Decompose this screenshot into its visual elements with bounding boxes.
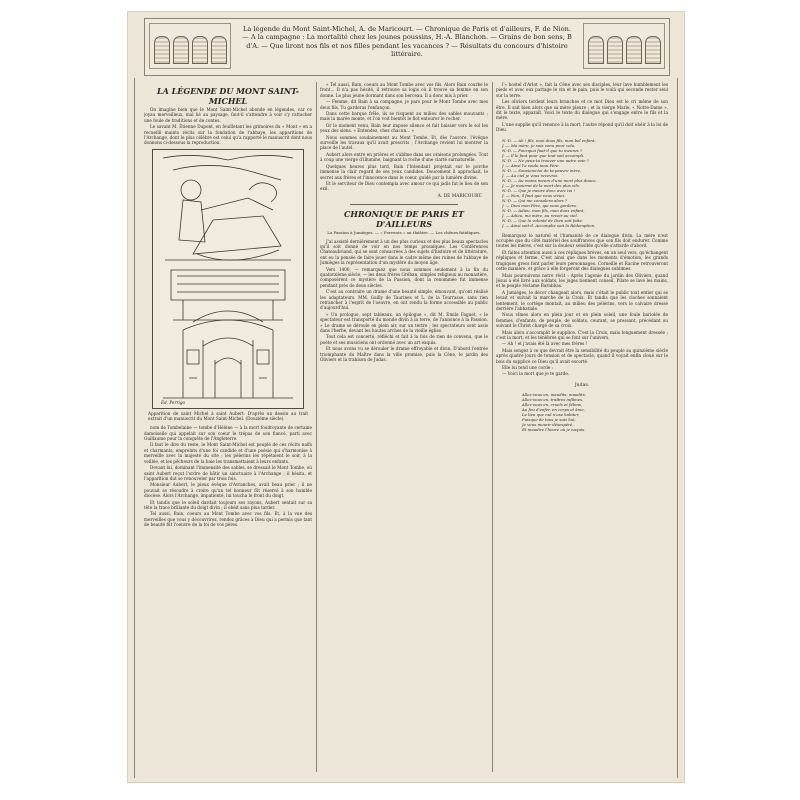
dialogue-line: J. — Je mourrai de la mort des plus vils. bbox=[502, 182, 580, 188]
paragraph: Et faites attention aussi à ces répliques brèves, en un seul vers, qu'échangent répliques et ferme. C'est ainsi que dans les moments d'émotion, les grands tragiques grecs font parler leurs personnages. Corneille et Racine retrouveront cette manière, et grâce à elle forgeront des dialogues sublimes. bbox=[496, 249, 668, 272]
dialogue-line: J. — Au ciel je vous recevrai. bbox=[502, 172, 559, 178]
column-divider bbox=[316, 82, 317, 772]
dialogue-line: J. — Non, il faut que vous viviez. bbox=[502, 192, 566, 198]
paragraph: Quelques heures plus tard, Bain l'Intendant projetait sur le porche immense la clair regard de ses yeux candides. Doucement il approchait, le secret aux frères et l'innocence dans le coeur, guidé par la lumière divine. bbox=[320, 163, 488, 180]
paragraph: Les oliviers tordent leurs branches et ce mot Dieu est le cri même de son être. Il sait bien alors que sa mère pleure ; et la vierge Marie, « Notre-Dame », dit le texte, apparaît. Voici le texte du dialogue qui s'engage entre le fils et la mère. bbox=[496, 99, 668, 121]
legend-title: LA LÉGENDE DU MONT SAINT-MICHEL bbox=[157, 86, 299, 106]
paragraph: Aubert alors entre en prières et s'abîme dans ses oraisons prolongées. Tout à coup une vierge d'illumine, baignant la roche d'une clarté surnaturelle. bbox=[320, 151, 488, 163]
dialogue-line: N.-D. — Souviens-toi de ta pauvre mère, bbox=[502, 167, 582, 173]
poem-line: Je veux mourir désespéré, bbox=[522, 422, 574, 428]
poem-block bbox=[522, 392, 668, 432]
poem-line: Au feu d'enfer, en corps et âme, bbox=[522, 407, 585, 413]
chronicle-subtitle: La Passion à Jumièges. — « Fervents » au théâtre. — Les chênes fatidiques. bbox=[327, 230, 481, 236]
section-divider bbox=[350, 204, 458, 205]
paragraph: A Jumièges, le décor changeait alors, mais c'était le public tout entier qui se levait et suivait la marche de la Croix. Et tandis que les cloches sonnaient lentement, le cortège montait, au milieu des pèlerins, vers le calvaire dressé derrière l'abbatiale. bbox=[496, 289, 668, 311]
paragraph: Or le moment venu, Bain leur impose silence et fait baisser vers le sol les yeux des siens. « Entendez, chez chacun... » bbox=[320, 122, 488, 134]
poem-line: Allez-vous-en, cruels et félons, bbox=[522, 402, 583, 408]
header-ornament-left bbox=[149, 23, 231, 69]
paragraph: J'ai assisté dernièrement à un des plus curieux et des plus beaux spectacles qu'il soit donné de voir en nos temps prosaïques. Les Conférences Chateaubriand, qui se sont consacrées à des sujets d'histoire et de littérature, ont eu la pensée de faire jouer dans le cadre même des ruines de l'abbaye de Jumièges la représentation d'un mystère du moyen âge. bbox=[320, 238, 488, 266]
dialogue-line: J. — Dieu mon Père, qui vous gardera. bbox=[502, 202, 578, 208]
dialogue-line: J. — Ainsi soit-il. Accomplie soit la Rédemption. bbox=[502, 222, 596, 228]
column-one bbox=[144, 82, 312, 772]
poem-line: Allez-vous-en, traîtres infâmes, bbox=[522, 397, 584, 403]
masthead-header bbox=[144, 18, 670, 76]
poem-line: Puisque de tous je suis haï, bbox=[522, 417, 576, 423]
paragraph: L'une supplie qu'il renonce à la mort, l'autre répond qu'il doit obéir à la loi de Dieu. bbox=[496, 121, 668, 133]
paragraph: Il faut le dire du reste, le Mont Saint-Michel est peuplé de ces récits naïfs et charmants, empreints d'une foi candide et d'une poésie qui s'harmonise à merveille avec la majesté du site ; les pèlerins les répétaient le soir, à la veillée, et les pêcheurs de la baie les transmettaient à leurs enfants. bbox=[144, 442, 312, 464]
paragraph: Le savant M. Étienne Dupont, en feuilletant les grimoires du « Mont » en a recueilli maints récits sur la fondation de l'abbaye, les apparitions de l'Archange, dont le plus célèbre est celui qu'a rapporté le manuscrit dont nous donnons ci-dessous la reproduction. bbox=[144, 124, 312, 146]
paragraph: nom de Tombelaine — tombe d'Hélène — à la mort foudroyante de certaine damoiselle qui appelait sur son coeur le trépas de son fiancé, parti avec Guillaume pour la conquête de l'Angleterre. bbox=[144, 425, 312, 442]
dialogue-line: N.-D. — Au moins meurs d'une mort plus douce, bbox=[502, 177, 597, 183]
frame-line-right bbox=[677, 78, 678, 778]
issue-summary: La légende du Mont Saint-Michel, A. de Maricourt. — Chronique de Paris et d'ailleurs, F. de Nion. — A la campagne : La mortalité chez les jeunes poussins, H.-A. Blanchon. — Grains de bon sens, B d'A. — Que liront nos fils et nos filles pendant les vacances ? — Résultats du concours d'histoire littéraire. bbox=[242, 25, 572, 58]
dialogue-line: J. — Ainsi l'a voulu mon Père. bbox=[502, 162, 560, 168]
paragraph: Nous sommes soudainement au Mont Tombe. Et, dès l'aurore, l'évêque surveille les travaux qu'il avait prescrits ; l'Archange revient lui montrer la place de l'autel. bbox=[320, 134, 488, 151]
paragraph: Vers 1400, — remarquez que nous sommes seulement à la fin du quatorzième siècle, — les deux frères Gréban, simples religieux au monastère, composèrent ce mystère de la Passion, dont la renommée fut immense pendant près de deux siècles. bbox=[320, 266, 488, 288]
paragraph: Elle lui tend une corde : bbox=[502, 365, 554, 370]
dialogue-line: N.-D. — Ah ! fils, mon doux fils, mon bel enfant, bbox=[502, 137, 596, 143]
dialogue-line: J. — Adieu, ma mère, au revoir au ciel. bbox=[502, 212, 578, 218]
paragraph: On imagine bien que le Mont Saint-Michel abonde en légendes, car ce joyau merveilleux, mal lié au paysage, faut-il s'attendre à voir s'y rattacher une foule de traditions et de contes. bbox=[144, 107, 312, 123]
dialogue-line: N.-D. — Ne peux-tu trouver une autre voie ? bbox=[502, 157, 589, 163]
paragraph: — Femme, dit Bain à sa compagne, je pars pour le Mont Tombe avec mes deux fils. Tu garderas l'enfançon. bbox=[320, 99, 488, 110]
illustration-caption: Apparition de saint Michel à saint Aubert. D'après un dessin au trait extrait d'un manuscrit du Mont Saint-Michel. (Douzième siècle). bbox=[148, 410, 308, 422]
paragraph: l'« hostel d'Arlot », fait la Cène avec ses disciples, leur lave humblement les pieds et avec eux partage le vin et le pain, puis le voilà qui seconde rester seul sur la terre. bbox=[496, 82, 668, 98]
paragraph: Et nous avons vu se dérouler le drame effroyable et divin. D'abord l'entrée triomphante du Maître dans la ville promise, puis la Cène, le jardin des Oliviers et la trahison de Judas. bbox=[320, 346, 488, 363]
column-divider bbox=[492, 82, 493, 772]
poem-line: Et maudire l'heure où je naquis. bbox=[522, 427, 586, 433]
paragraph: Et tandis que le soleil dardait toujours ses rayons, Aubert sentait sur sa tête la trace brûlante du doigt divin ; il obéit sans plus tarder. bbox=[144, 499, 312, 510]
illustration-credit: Ed. Perrigo bbox=[161, 400, 186, 406]
column-three bbox=[496, 82, 668, 772]
manuscript-illustration bbox=[152, 149, 304, 409]
illustration-drawing bbox=[153, 150, 303, 408]
paragraph: Monsieur Aubert, le pieux évêque d'Avranches, avait beau prier ; il ne pouvait se résoudre à croire qu'un tel honneur fût réservé à son humble diocèse. Alors l'Archange, impatienté, lui toucha le front du doigt. bbox=[144, 482, 312, 499]
chronicle-title: CHRONIQUE DE PARIS ET D'AILLEURS bbox=[344, 209, 464, 230]
dialogue-line: N.-D. — Pourquoi faut-il que tu meures ? bbox=[502, 147, 582, 153]
paragraph: « Tel aussi, Bain, coeurs au Mont Tombe avec vos fils. Alors Bain courbe le front... Il n'a pas hésité, il retrouve sa logis où il trouve sa femme en son donne. Le plus jeune dormant dans son berceau. Il a donc mis à prier. bbox=[320, 82, 488, 98]
column-two bbox=[320, 82, 488, 772]
poem-line: Le lieu que nul n'ose habiter, bbox=[522, 412, 580, 418]
poem-line: Allez-vous-en, maudits, maudits, bbox=[522, 392, 586, 398]
dialogue-line: J. — Ma mère, je suis venu pour cela, bbox=[502, 142, 576, 148]
newspaper-page bbox=[128, 12, 684, 782]
paragraph: Et le serviteur de Dieu contempla avec amour ce qui jadis fut le lieu de son exil. bbox=[320, 180, 488, 192]
paragraph: Tout cela est concerté, réfléchi et fait à la fois de rien de convenu, que le poète et ses musiciens ont ordonné avec un art exquis. bbox=[320, 334, 488, 345]
paragraph: Dans cette barque frêle, ils se risquent au milieu des sables mouvants ; mais la marée monte, et l'on voit bientôt le flot entourer le rocher. bbox=[320, 111, 488, 122]
dialogue-block bbox=[502, 138, 666, 228]
dialogue-line: J. — Il le faut pour que tout soit accompli. bbox=[502, 152, 585, 158]
paragraph: C'est au contraire un drame d'une beauté simple, émouvant, qu'ont réalisé les adaptateurs. MM. Gailly de Taurines et L. de la Tourrasse, sans rien retrancher à l'esprit de l'oeuvre, en ont rendu la forme accessible au public d'aujourd'hui. bbox=[320, 289, 488, 311]
header-ornament-right bbox=[583, 23, 665, 69]
dialogue-line: N.-D. — Qui me consolera alors ? bbox=[502, 197, 568, 203]
paragraph: Tel aussi, Bain, coeurs au Mont Tombe avec vos fils. Et, à la vue des merveilles que vous y découvrirez, rendez grâces à Dieu qui a permis que tant de beauté fût l'oeuvre de la foi de vos pères. bbox=[144, 511, 312, 528]
paragraph: Nous vîmes alors en plein jour et en plein soleil, une foule bariolée de femmes, d'enfants, de peuple, de soldats, courant, se pressant, précédant ou suivant le Christ chargé de sa croix. bbox=[496, 312, 668, 329]
paragraph: — Ah ! et j'avais été là avec mes frères ! bbox=[502, 341, 588, 347]
paragraph: — Voici la mort que je te garde. bbox=[502, 371, 570, 377]
poem-title: Judas. bbox=[574, 382, 590, 388]
frame-line-left bbox=[134, 78, 135, 778]
paragraph: Mais alors s'accomplit le supplice. C'est la Croix, mais longuement dressée ; c'est la mort, et les ténèbres qui se font sur l'univers. bbox=[496, 329, 668, 340]
paragraph: Mais poursuivons notre récit : Après l'agonie du jardin des Oliviers, quand Jésus a été livré aux soldats, les juges tiennent conseil, Pilate se lave les mains, et le peuple réclame Barabbas. bbox=[496, 272, 668, 289]
author-signature: A. DE MARICOURT. bbox=[437, 193, 482, 199]
dialogue-line: N.-D. — Que la volonté de Dieu soit faite. bbox=[502, 217, 583, 223]
dialogue-line: N.-D. — Que je meure donc avec toi ! bbox=[502, 187, 576, 193]
paragraph: Devant lui, dominant l'immensité des sables, se dressait le Mont Tombe, où saint Aubert reçut l'ordre de bâtir un sanctuaire à l'Archange ; il hésita, et l'apparition dut se renouveler par trois fois. bbox=[144, 465, 312, 481]
paragraph: Remarquez le naturel et l'humanité de ce dialogue divin. La mère n'est occupée que du côté matériel des souffrances que son fils doit endurer. Comme toutes les mères, c'est sur la douleur sensible qu'elle s'attarde d'abord. bbox=[496, 232, 668, 249]
paragraph: « Un prologue, sept tableaux, un épilogue », dit M. Émile Faguet, « le spectateur est transporté du monde divin à la terre, de l'annonce à la Passion. » Le drame se déroule en plein air, sur un tertre ; les spectateurs sont assis dans l'herbe, devant les hautes arches de la vieille église. bbox=[320, 311, 488, 334]
paragraph: Mais songez à ce que devrait être la sensibilité du peuple au quinzième siècle après quatre jours de tension et de spectacle, quand il voyait enfin cloué sur le bois du supplice ce Dieu qu'il avait escorté. bbox=[496, 347, 668, 364]
dialogue-line: N.-D. — Adieu, mon fils, mon doux enfant. bbox=[502, 207, 585, 213]
